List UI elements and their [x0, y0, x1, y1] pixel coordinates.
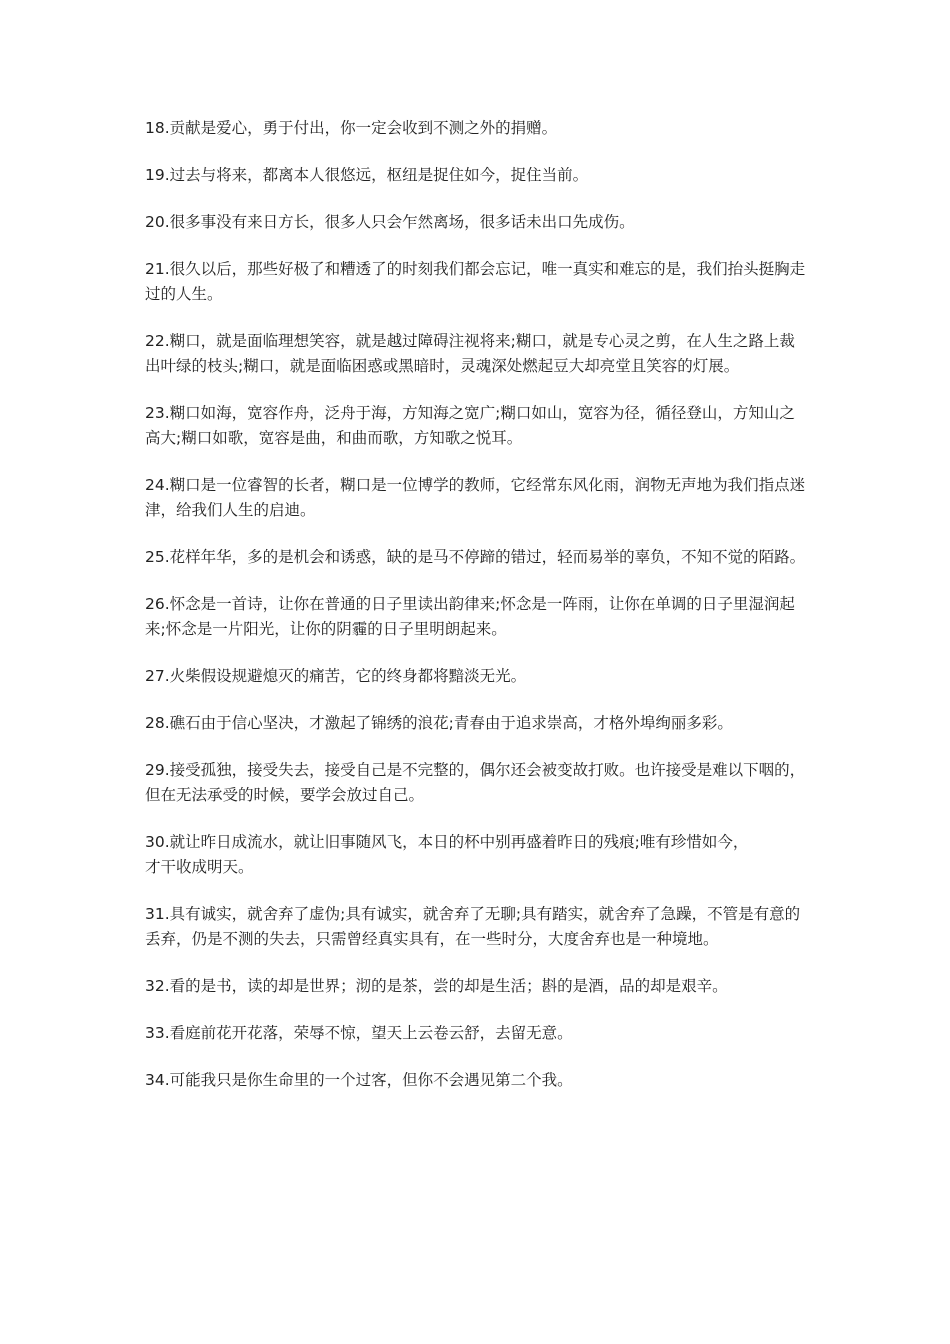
paragraph-25: 25.花样年华，多的是机会和诱惑，缺的是马不停蹄的错过，轻而易举的辜负，不知不觉的陌路。 [145, 548, 806, 566]
paragraph-22: 22.糊口，就是面临理想笑容，就是越过障碍注视将来;糊口，就是专心灵之剪，在人生之路上裁出叶绿的枝头;糊口，就是面临困惑或黑暗时，灵魂深处燃起豆大却亮堂且笑容的灯展。 [145, 332, 795, 375]
paragraph-29: 29.接受孤独，接受失去，接受自己是不完整的，偶尔还会被变故打败。也许接受是难以下咽的，但在无法承受的时候，要学会放过自己。 [145, 761, 806, 804]
paragraph-18: 18.贡献是爱心，勇于付出，你一定会收到不测之外的捐赠。 [145, 119, 558, 137]
paragraph-21: 21.很久以后，那些好极了和糟透了的时刻我们都会忘记，唯一真实和难忘的是，我们抬头挺胸走过的人生。 [145, 260, 806, 303]
paragraph-26: 26.怀念是一首诗，让你在普通的日子里读出韵律来;怀念是一阵雨，让你在单调的日子里湿润起来;怀念是一片阳光，让你的阴霾的日子里明朗起来。 [145, 595, 795, 638]
paragraph-24: 24.糊口是一位睿智的长者，糊口是一位博学的教师，它经常东风化雨，润物无声地为我们指点迷津，给我们人生的启迪。 [145, 476, 806, 519]
paragraph-33: 33.看庭前花开花落，荣辱不惊，望天上云卷云舒，去留无意。 [145, 1024, 573, 1042]
paragraph-28: 28.礁石由于信心坚决，才激起了锦绣的浪花;青春由于追求崇高，才格外埠绚丽多彩。 [145, 714, 733, 732]
paragraph-27: 27.火柴假设规避熄灭的痛苦，它的终身都将黯淡无光。 [145, 667, 527, 685]
document-body [145, 116, 810, 1115]
paragraph-23: 23.糊口如海，宽容作舟，泛舟于海，方知海之宽广;糊口如山，宽容为径，循径登山，方知山之高大;糊口如歌，宽容是曲，和曲而歌，方知歌之悦耳。 [145, 404, 795, 447]
paragraph-31: 31.具有诚实，就舍弃了虚伪;具有诚实，就舍弃了无聊;具有踏实，就舍弃了急躁，不管是有意的丢弃，仍是不测的失去，只需曾经真实具有，在一些时分，大度舍弃也是一种境地。 [145, 905, 801, 948]
paragraph-34: 34.可能我只是你生命里的一个过客，但你不会遇见第二个我。 [145, 1071, 573, 1089]
paragraph-32: 32.看的是书，读的却是世界；沏的是茶，尝的却是生活；斟的是酒，品的却是艰辛。 [145, 977, 728, 995]
paragraph-30: 30.就让昨日成流水，就让旧事随风飞，本日的杯中别再盛着昨日的残痕;唯有珍惜如今， 才干收成明天。 [145, 833, 749, 876]
paragraph-20: 20.很多事没有来日方长，很多人只会乍然离场，很多话未出口先成伤。 [145, 213, 635, 231]
paragraph-19: 19.过去与将来，都离本人很悠远，枢纽是捉住如今，捉住当前。 [145, 166, 589, 184]
